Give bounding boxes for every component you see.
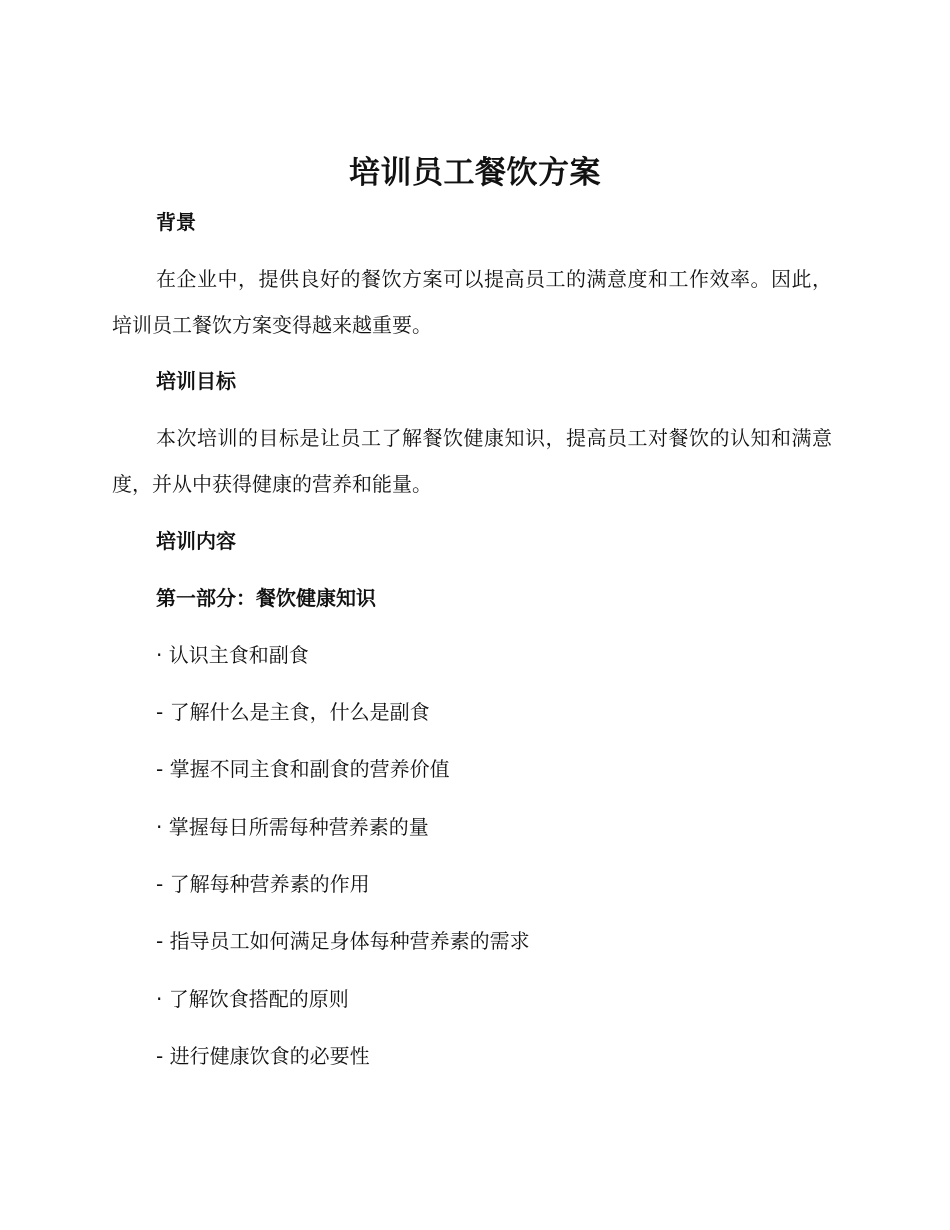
list-item: - 进行健康饮食的必要性 bbox=[156, 1044, 370, 1068]
section-heading-content: 培训内容 bbox=[156, 529, 236, 553]
list-item: - 掌握不同主食和副食的营养价值 bbox=[156, 757, 450, 781]
goal-paragraph: 本次培训的目标是让员工了解餐饮健康知识，提高员工对餐饮的认知和满意度，并从中获得健康的营养和能量。 bbox=[112, 426, 832, 496]
part1-heading: 第一部分：餐饮健康知识 bbox=[156, 586, 376, 610]
background-paragraph: 在企业中，提供良好的餐饮方案可以提高员工的满意度和工作效率。因此，培训员工餐饮方案变得越来越重要。 bbox=[112, 267, 832, 337]
document-title: 培训员工餐饮方案 bbox=[349, 155, 601, 191]
list-item: · 掌握每日所需每种营养素的量 bbox=[156, 815, 429, 839]
list-item: - 指导员工如何满足身体每种营养素的需求 bbox=[156, 929, 530, 953]
list-item: · 认识主食和副食 bbox=[156, 643, 309, 667]
list-item: - 了解什么是主食，什么是副食 bbox=[156, 700, 430, 724]
section-heading-background: 背景 bbox=[156, 210, 196, 234]
section-heading-goal: 培训目标 bbox=[156, 369, 236, 393]
list-item: - 了解每种营养素的作用 bbox=[156, 872, 370, 896]
list-item: · 了解饮食搭配的原则 bbox=[156, 987, 349, 1011]
